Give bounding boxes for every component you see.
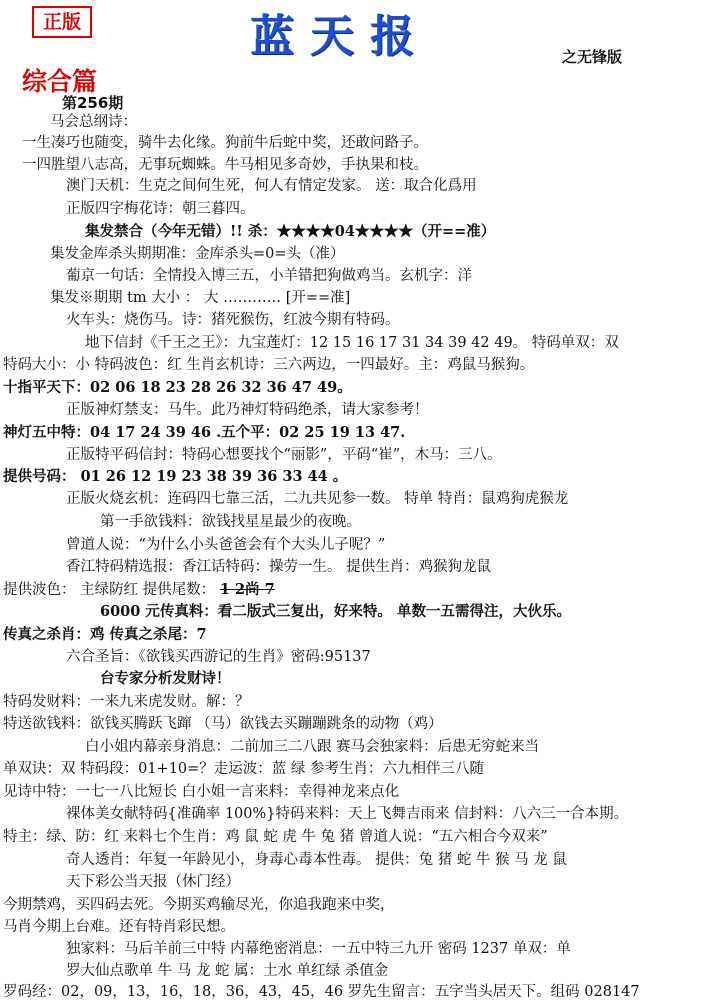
text-line: 台专家分析发财诗！ (100, 670, 231, 687)
text-line: 特主：绿、防：红 来料七个生肖：鸡 鼠 蛇 虎 牛 兔 猪 曾道人说：“五六相合今双来” (3, 829, 548, 845)
text-line: 一四胜望八志高，无事玩蜘蛛。牛马相见多奇妙，手执果和枝。 (22, 157, 428, 173)
text-line: 神灯五中特：04 17 24 39 46 .五个平：02 25 19 13 47. (3, 424, 406, 441)
text-line: 正版神灯禁支：马牛。此乃神灯特码绝杀，请大家参考！ (66, 402, 429, 418)
text-line: 六合圣旨：《欲钱买西游记的生肖》密码:95137 (66, 649, 371, 665)
text-line: 马肖今期上台难。还有特肖彩民想。 (3, 919, 235, 935)
struck-tail-numbers: 1 2尚 7 (219, 581, 275, 598)
text-segment: 提供波色： 主绿防红 提供尾数： (3, 582, 216, 598)
text-line: 曾道人说：“为什么小头爸爸会有个大头儿子呢？” (66, 537, 386, 553)
text-line: 集发金库杀头期期准：金库杀头=0=头（准） (50, 246, 345, 262)
text-line: 单双诀：双 特码段：01+10=？走运波：蓝 绿 参考生肖：六九相伴三八随 (3, 761, 485, 777)
text-line: 6000 元传真料：看二版式三复出，好来特。 单数一五需得注，大伙乐。 (100, 603, 571, 620)
text-line: 今期禁鸡，买四码去死。今期买鸡输尽光，你追我跑来中奖， (3, 897, 395, 913)
text-line: 奇人透肖：年复一年龄见小，身毒心毒本性毒。 提供：兔 猪 蛇 牛 猴 马 龙 鼠 (66, 852, 567, 868)
text-line: 特送欲钱料：欲钱买腾跃飞蹿 （马）欲钱去买蹦蹦跳条的动物（鸡） (3, 716, 443, 732)
text-line (3, 580, 275, 600)
text-line: 提供号码： 01 26 12 19 23 38 39 36 33 44 。 (3, 468, 348, 485)
text-line: 葡京一句话：全情投入博三五，小羊错把狗做鸡当。玄机字：洋 (66, 268, 472, 284)
text-line: 火车头：烧伤马。诗：猪死猴伤，红波今期有特码。 (66, 312, 400, 328)
section-heading: 综合篇 (22, 67, 98, 96)
text-line: 特码发财料：一来九来虎发财。解：？ (3, 694, 250, 710)
text-line: 白小姐内幕亲身消息：二前加三二八跟 赛马会独家料：后患无穷蛇来当 (85, 739, 540, 755)
text-line: 独家料：马后羊前三中特 内幕绝密消息：一五中特三九开 密码 1237 单双：单 (66, 941, 571, 957)
text-line: 正版火烧玄机：连码四七靠三活，二九共见参一数。 特单 特肖：鼠鸡狗虎猴龙 (66, 491, 569, 507)
text-line: 特码大小：小 特码波色：红 生肖玄机诗：三六两边，一四最好。主：鸡鼠马猴狗。 (3, 357, 535, 373)
text-line: 十指平天下：02 06 18 23 28 26 32 36 47 49。 (3, 379, 352, 396)
text-line: 裸体美女献特码{准确率 100%}特码来料：天上飞舞吉雨来 信封料：八六三一合本期。 (66, 806, 629, 822)
edition-subtitle: 之无锋版 (562, 48, 623, 66)
text-line: 天下彩公当天报（休门经） (66, 874, 240, 890)
text-line: 集发禁合（今年无错）!! 杀：★★★★04★★★★（开==准） (85, 223, 496, 240)
text-line: 传真之杀肖：鸡 传真之杀尾：7 (3, 626, 207, 643)
text-line: 集发※期期 tm 大小 ： 大 ………… [开==准] (50, 290, 351, 306)
text-line: 正版四字梅花诗：朝三暮四。 (66, 201, 255, 217)
text-line: 第一手欲钱料：欲钱找星星最少的夜晚。 (100, 514, 361, 530)
text-line: 见诗中特：一七一八比短长 白小姐一言来料：幸得神龙来点化 (3, 784, 400, 800)
issue-number: 第256期 (62, 94, 124, 112)
text-line: 澳门天机：生克之间何生死，何人有情定发家。 送：取合化爲用 (66, 178, 477, 194)
text-line: 马会总纲诗： (50, 114, 137, 130)
text-line: 香江特码精选报：香江话特码：操劳一生。 提供生肖：鸡猴狗龙鼠 (66, 559, 492, 575)
newspaper-title: 蓝天报 (250, 11, 430, 62)
text-line: 地下信封《千王之王》：九宝莲灯：12 15 16 17 31 34 39 42 49。 特码单双：双 (85, 335, 619, 351)
text-line: 一生凑巧也随变，骑牛去化缘。狗前牛后蛇中奖，还敢问路子。 (22, 135, 428, 151)
text-line: 正版特平码信封：特码心想要找个“丽影”，平码“崔”，木马：三八。 (66, 447, 502, 463)
text-line: 罗码经：02，09，13，16，18，36，43，45，46 罗先生留言：五字当头居天下。组码 028147 (3, 984, 640, 1000)
text-line: 罗大仙点歌单 牛 马 龙 蛇 属：土水 单红绿 杀值金 (66, 963, 389, 979)
genuine-badge: 正版 (32, 6, 92, 38)
